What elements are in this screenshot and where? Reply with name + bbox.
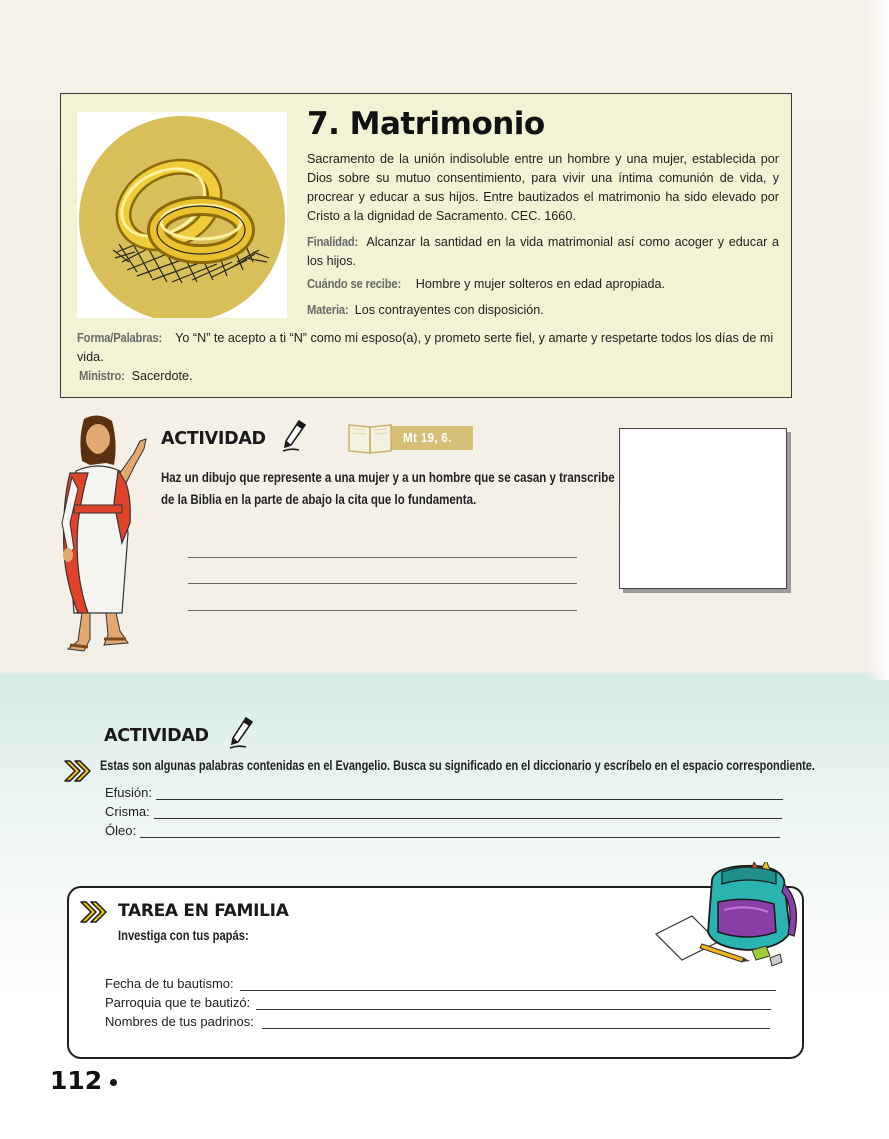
baptism-date-input-line[interactable]	[240, 977, 776, 991]
godparents-field	[105, 1014, 770, 1029]
answer-line-1[interactable]	[188, 557, 577, 558]
forma-label: Forma/Palabras:	[77, 330, 163, 345]
answer-line-3[interactable]	[188, 610, 577, 611]
bible-reference-text: Mt 19, 6.	[403, 430, 452, 445]
pencil-icon	[281, 419, 307, 458]
baptism-date-label: Fecha de tu bautismo:	[105, 976, 234, 991]
page-edge	[867, 0, 889, 680]
activity1-instruction: Haz un dibujo que represente a una mujer y a un hombre que se casan y transcribe de la Biblia en la parte de abajo la cita que lo fundamenta.	[161, 469, 615, 507]
finalidad-text: Alcanzar la santidad en la vida matrimonial así como acoger y educar a los hijos.	[307, 235, 779, 268]
ministro-text: Sacerdote.	[131, 369, 193, 383]
forma-row	[77, 328, 779, 367]
materia-row	[307, 300, 779, 320]
family-task-subtitle: Investiga con tus papás:	[118, 927, 249, 943]
bible-reference-tag	[347, 421, 473, 455]
forma-text: Yo “N” te acepto a ti “N” como mi esposo(a), y prometo serte fiel, y amarte y respetarte todos los días de mi vida.	[77, 331, 774, 364]
godparents-label: Nombres de tus padrinos:	[105, 1014, 254, 1029]
godparents-input-line[interactable]	[262, 1015, 770, 1029]
parish-field	[105, 995, 771, 1010]
oleo-field	[105, 823, 780, 838]
wedding-rings-icon	[77, 112, 287, 318]
efusion-field	[105, 785, 783, 800]
materia-label: Materia:	[307, 302, 349, 317]
family-task-title: TAREA EN FAMILIA	[118, 901, 289, 921]
cuando-text: Hombre y mujer solteros en edad apropiada.	[415, 277, 666, 291]
crisma-input-line[interactable]	[154, 805, 782, 819]
open-book-icon	[347, 421, 395, 455]
backpack-icon	[652, 862, 802, 977]
oleo-input-line[interactable]	[140, 824, 780, 838]
double-chevron-icon	[62, 758, 94, 789]
finalidad-label: Finalidad:	[307, 234, 359, 249]
answer-line-2[interactable]	[188, 583, 577, 584]
sacrament-title: 7. Matrimonio	[307, 106, 545, 142]
crisma-field	[105, 804, 782, 819]
activity2-heading: ACTIVIDAD	[104, 726, 209, 746]
parish-label: Parroquia que te bautizó:	[105, 995, 251, 1010]
sacrament-definition-box	[60, 93, 792, 398]
page-number: 112	[50, 1066, 103, 1095]
baptism-date-field	[105, 976, 776, 991]
materia-text: Los contrayentes con disposición.	[354, 303, 544, 317]
drawing-box[interactable]	[619, 428, 787, 589]
efusion-input-line[interactable]	[156, 786, 783, 800]
double-chevron-icon	[78, 899, 110, 930]
cuando-row	[307, 274, 779, 294]
activity1-heading: ACTIVIDAD	[161, 429, 266, 449]
jesus-figure-icon	[48, 413, 148, 655]
parish-input-line[interactable]	[256, 996, 771, 1010]
pencil-icon	[228, 716, 254, 755]
oleo-label: Óleo:	[105, 823, 137, 838]
page-number-dot	[110, 1079, 117, 1086]
crisma-label: Crisma:	[105, 804, 150, 819]
sacrament-description: Sacramento de la unión indisoluble entre un hombre y una mujer, establecida por Dios sobre su mutuo consentimiento, para vivir una íntima comunión de vida, y procrear y educar a sus hijos. Entre bautizados el matrimonio ha sido elevado por Cristo a la dignidad de Sacramento. CEC. 1660.	[307, 152, 779, 223]
finalidad-row	[307, 232, 779, 271]
efusion-label: Efusión:	[105, 785, 152, 800]
ministro-label: Ministro:	[79, 368, 125, 383]
jesus-illustration	[48, 413, 148, 660]
activity2-instruction: Estas son algunas palabras contenidas en el Evangelio. Busca su significado en el diccionario y escríbelo en el espacio correspondiente.	[100, 757, 815, 773]
ministro-row	[79, 366, 193, 386]
cuando-label: Cuándo se recibe:	[307, 276, 401, 291]
wedding-rings-illustration	[77, 112, 287, 318]
